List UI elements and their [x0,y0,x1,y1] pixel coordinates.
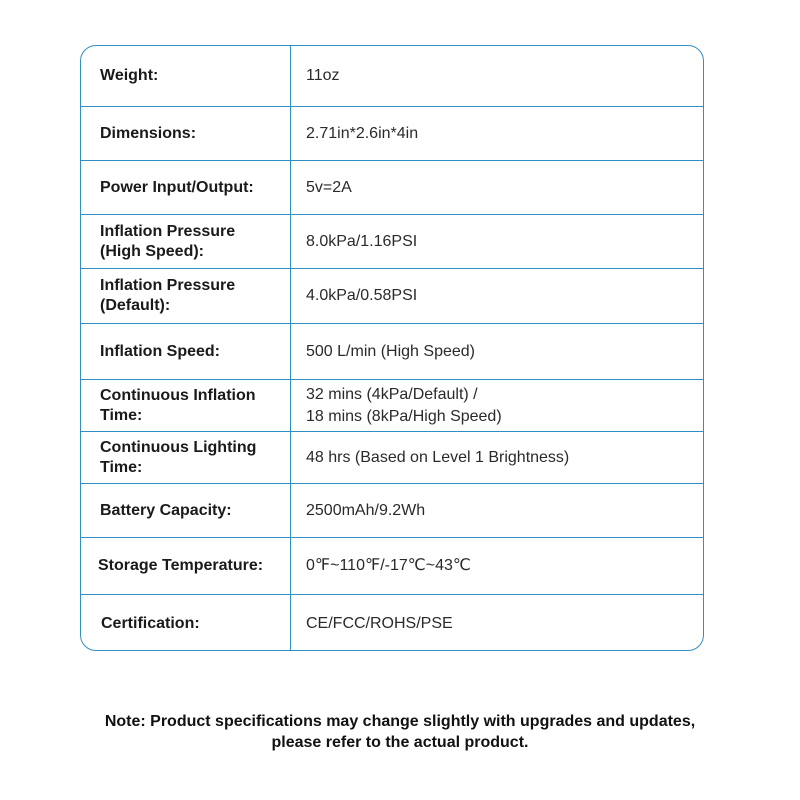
spec-row-pressure-default [81,268,703,323]
spec-row-inflation-speed [81,323,703,379]
spec-row-pressure-high [81,214,703,268]
spec-label: Certification: [101,614,200,632]
spec-value: 8.0kPa/1.16PSI [290,215,703,268]
spec-label: Inflation Speed: [100,342,220,360]
spec-value: 32 mins (4kPa/Default) / 18 mins (8kPa/High Speed) [290,380,703,431]
spec-value: 500 L/min (High Speed) [290,324,703,379]
spec-value: 4.0kPa/0.58PSI [290,269,703,323]
spec-row-battery [81,483,703,537]
spec-row-dimensions [81,106,703,160]
spec-label: Continuous Inflation Time: [100,386,256,424]
spec-label: Weight: [100,67,159,84]
spec-row-lighting-time [81,431,703,483]
spec-label: Continuous Lighting Time: [100,438,257,476]
spec-value: 48 hrs (Based on Level 1 Brightness) [290,432,703,483]
spec-label: Inflation Pressure (High Speed): [100,222,236,260]
spec-value: CE/FCC/ROHS/PSE [290,595,703,651]
spec-label: Power Input/Output: [100,178,254,196]
spec-row-certification [81,594,703,651]
spec-label: Dimensions: [100,124,197,142]
spec-table [80,45,704,651]
spec-label: Inflation Pressure (Default): [100,277,236,314]
spec-label: Battery Capacity: [100,501,232,519]
spec-row-storage-temp [81,537,703,594]
spec-label: Storage Temperature: [98,557,264,574]
spec-row-weight [81,46,703,106]
spec-value: 2500mAh/9.2Wh [290,484,703,537]
spec-row-inflation-time [81,379,703,431]
spec-value: 5v=2A [290,161,703,214]
disclaimer-note: Note: Product specifications may change slightly with upgrades and updates, please refer to the actual product. [104,713,696,751]
spec-row-power [81,160,703,214]
spec-value: 0℉~110℉/-17℃~43℃ [290,538,703,594]
spec-value: 2.71in*2.6in*4in [290,107,703,160]
spec-value: 11oz [290,46,703,106]
